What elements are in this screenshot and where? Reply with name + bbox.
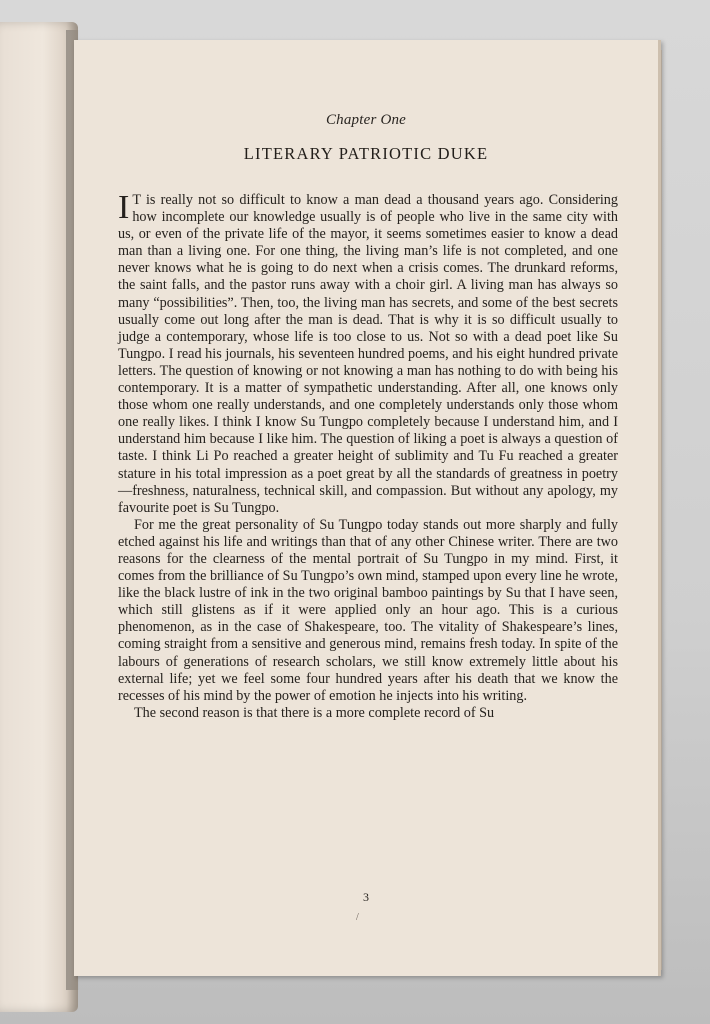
page-number: 3 — [363, 890, 369, 904]
chapter-label: Chapter One — [325, 112, 407, 128]
paragraph-1 — [118, 189, 618, 517]
paragraph-2: For me the great personality of Su Tungpo today stands out more sharply and fully etched against his life and writings than that of any other Chinese writer. There are two reasons for the clearness of the mental portrait of Su Tungpo in my mind. First, it comes from the brilliance of Su Tungpo’s own mind, stamped upon every line he wrote, like the black lustre of ink in the two original bamboo paintings by Su that I have seen, which still glistens as if it were applied only an hour ago. This is a curious phenomenon, as in the case of Shakespeare, too. The vitality of Shakespeare’s lines, coming straight from a sensitive and generous mind, remains fresh today. In spite of the labours of generations of research scholars, we still know extremely little about his external life; yet we feel some four hundred years after his death that we know the recesses of his mind by the power of emotion he injects into his writing. — [118, 516, 618, 704]
margin-mark: / — [356, 912, 359, 923]
book-page — [74, 40, 661, 976]
body-text — [118, 189, 618, 722]
paragraph-1-text: T is really not so difficult to know a man dead a thousand years ago. Considering how incomplete our knowledge usually is of people who live in the same city with us, or even of the private life of the mayor, it seems sometimes easier to know a dead man than a living one. For one thing, the living man’s life is not completed, and one never knows what he is going to do next when a crisis comes. The drunkard reforms, the saint falls, and the pastor runs away with a choir girl. A living man has always so many “possibilities”. Then, too, the living man has secrets, and some of the best secrets usually come out long after the man is dead. That is why it is so difficult usually to judge a contemporary, whose life is too close to us. Not so with a dead poet like Su Tungpo. I read his journals, his seventeen hundred poems, and his eight hundred private letters. The question of knowing or not knowing a man has nothing to do with being his contemporary. It is a matter of sympathetic understanding. After all, one knows only those whom one really understands, and one completely understands only those whom one really likes. I think I know Su Tungpo completely because I understand him, and I understand him because I like him. The question of liking a poet is always a question of taste. I think Li Po reached a greater height of sublimity and Tu Fu reached a greater stature in his total impression as a poet great by all the standards of greatness in poetry—freshness, naturalness, technical skill, and compassion. But without any apology, my favourite poet is Su Tungpo. — [118, 192, 618, 516]
chapter-title: LITERARY PATRIOTIC DUKE — [243, 144, 489, 163]
drop-cap: I — [118, 189, 130, 226]
paragraph-3: The second reason is that there is a more complete record of Su — [134, 704, 495, 721]
